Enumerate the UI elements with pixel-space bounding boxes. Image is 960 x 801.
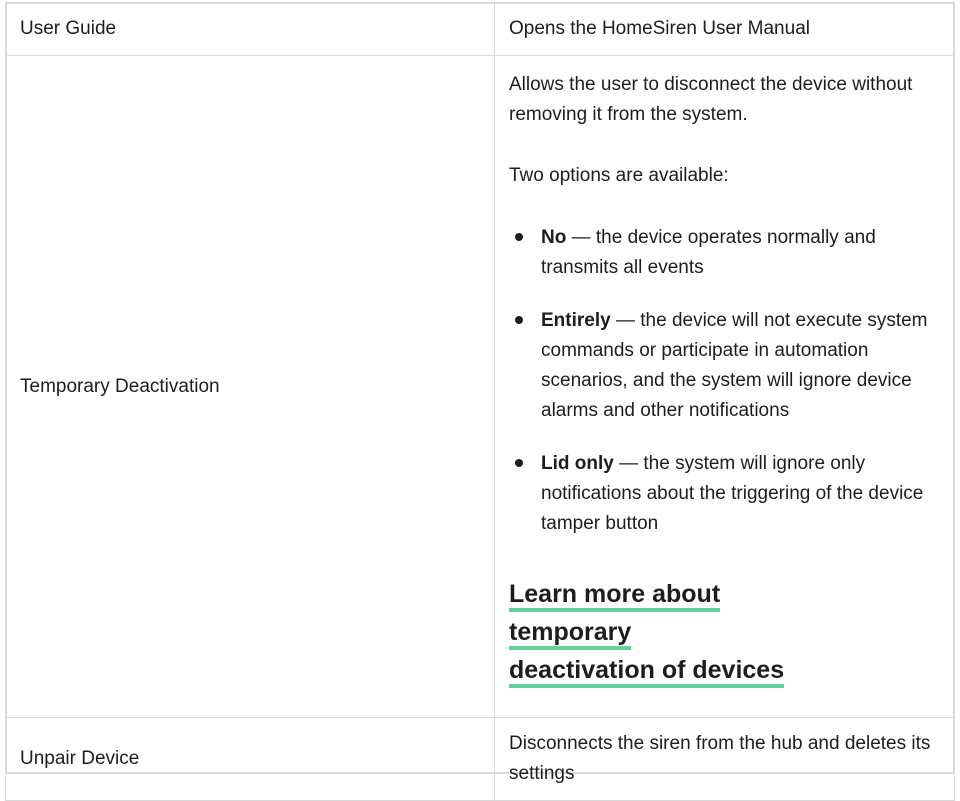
- setting-description-temporary-deactivation: [495, 56, 955, 718]
- options-list: [509, 223, 942, 539]
- table-row: [6, 3, 955, 56]
- learn-more-link-line1: Learn more about temporary: [509, 580, 720, 650]
- setting-name-temporary-deactivation: Temporary Deactivation: [6, 56, 495, 718]
- table-row: [6, 718, 955, 801]
- list-item: [509, 223, 942, 283]
- table-row: [6, 56, 955, 718]
- list-item: [509, 306, 942, 426]
- learn-more-link-line2: deactivation of devices: [509, 656, 784, 688]
- setting-name-user-guide: User Guide: [6, 3, 495, 56]
- bullet-icon: [515, 316, 523, 324]
- setting-description-unpair-device: Disconnects the siren from the hub and deletes its settings: [495, 718, 955, 801]
- settings-table: [5, 2, 955, 801]
- intro-text: Allows the user to disconnect the device without removing it from the system.: [509, 74, 913, 125]
- option-text-entirely: — the device will not execute system commands or participate in automation scenarios, and the system will ignore device alarms and other notifications: [541, 310, 928, 421]
- list-item: [509, 449, 942, 539]
- setting-name-unpair-device: Unpair Device: [6, 718, 495, 801]
- option-text-no: — the device operates normally and transmits all events: [541, 227, 876, 278]
- option-name-entirely: Entirely: [541, 310, 611, 331]
- option-text-lid-only: — the system will ignore only notifications about the triggering of the device tamper button: [541, 453, 924, 534]
- setting-description-user-guide: Opens the HomeSiren User Manual: [495, 3, 955, 56]
- bullet-icon: [515, 459, 523, 467]
- option-name-no: No: [541, 227, 567, 248]
- learn-more-link[interactable]: [509, 575, 839, 689]
- option-name-lid-only: Lid only: [541, 453, 614, 474]
- options-heading: Two options are available:: [509, 165, 729, 186]
- bullet-icon: [515, 233, 523, 241]
